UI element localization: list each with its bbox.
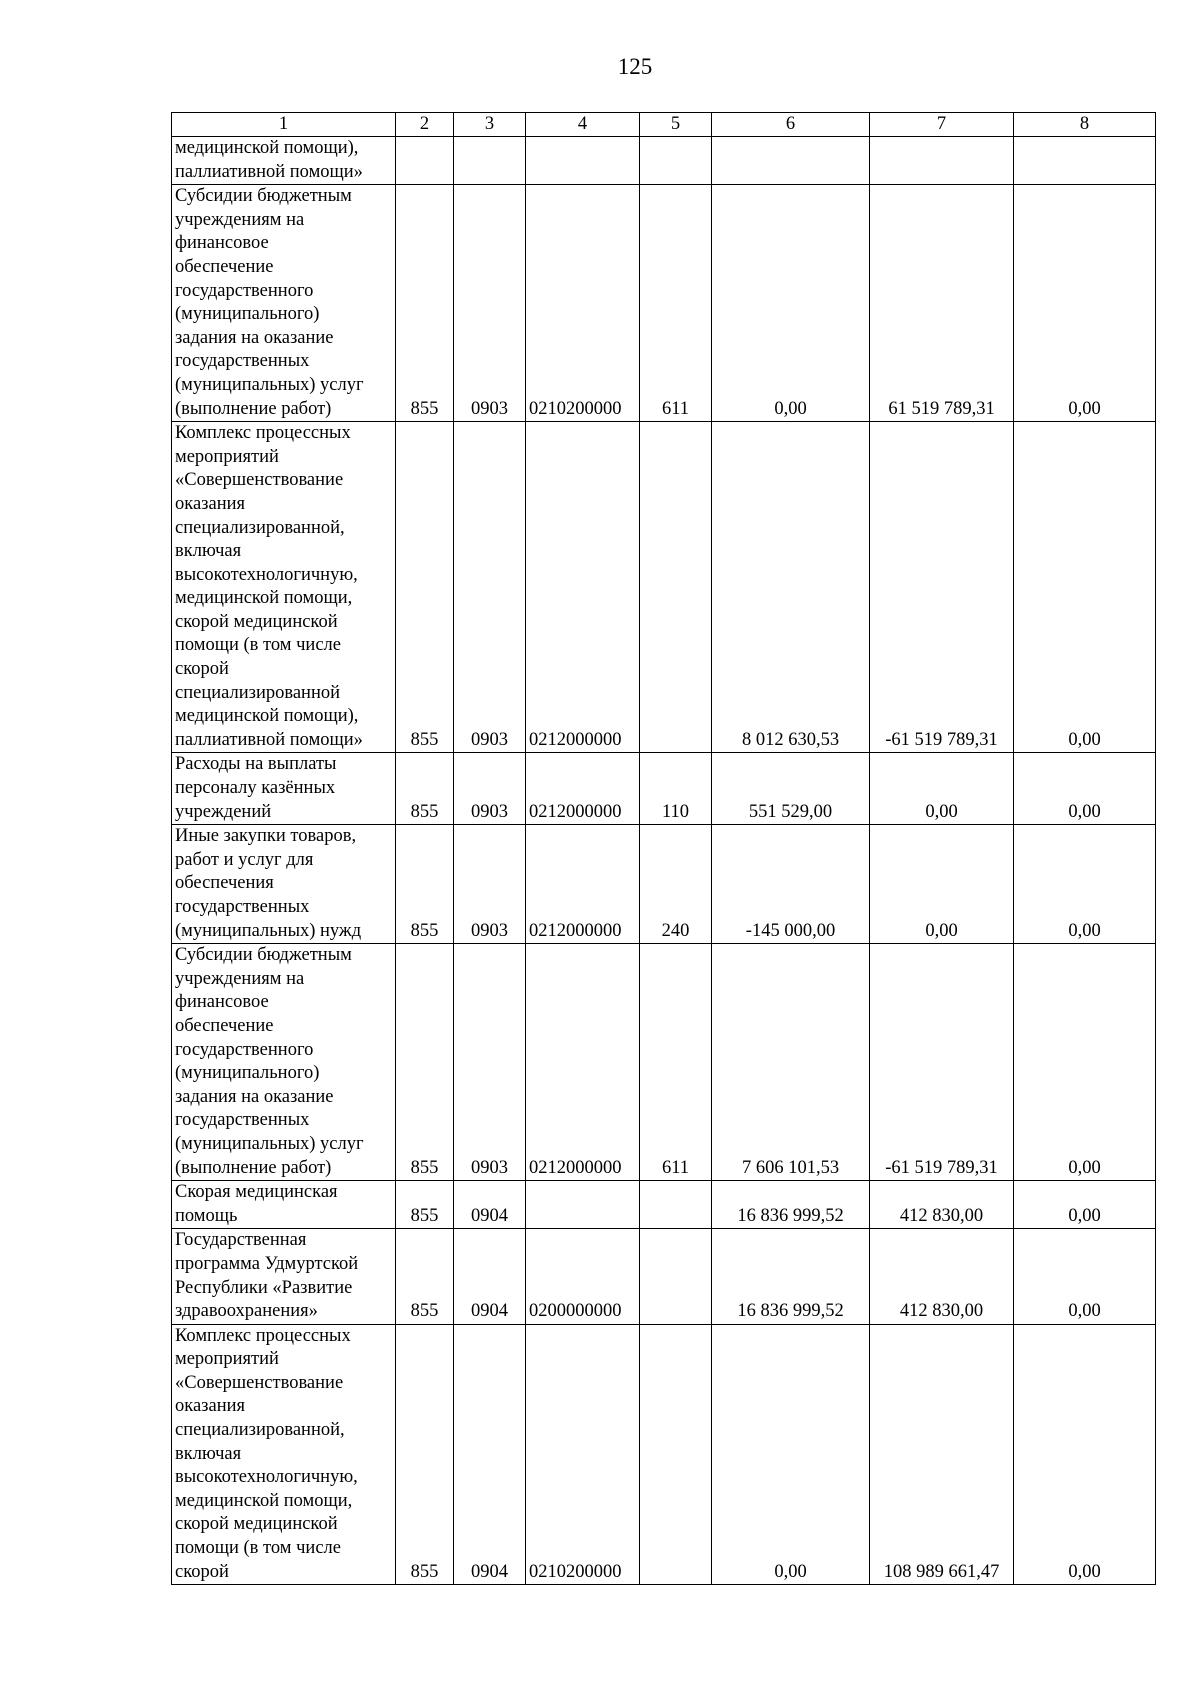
- row-description: медицинской помощи), паллиативной помощи»: [172, 137, 396, 185]
- cell-amount-col6: 16 836 999,52: [712, 1229, 870, 1324]
- cell-amount-col7: [870, 137, 1014, 185]
- cell-amount-col8: 0,00: [1014, 1324, 1156, 1585]
- row-description: Скорая медицинская помощь: [172, 1181, 396, 1229]
- cell-expense-type: 240: [640, 825, 712, 944]
- cell-amount-col7: 0,00: [870, 753, 1014, 825]
- cell-amount-col7: -61 519 789,31: [870, 944, 1014, 1181]
- cell-target-article: 0212000000: [526, 422, 640, 753]
- row-description: Субсидии бюджетным учреждениям на финансовое обеспечение государственного (муниципального) задания на оказание государственных (муниципальных) услуг (выполнение работ): [172, 944, 396, 1181]
- cell-section-code: 0903: [454, 185, 526, 422]
- cell-ministry-code: 855: [396, 1229, 454, 1324]
- cell-target-article: 0212000000: [526, 825, 640, 944]
- cell-target-article: 0200000000: [526, 1229, 640, 1324]
- cell-expense-type: 110: [640, 753, 712, 825]
- row-description: Комплекс процессных мероприятий «Совершенствование оказания специализированной, включая высокотехнологичную, медицинской помощи, скорой медицинской помощи (в том числе скорой: [172, 1324, 396, 1585]
- cell-amount-col6: 16 836 999,52: [712, 1181, 870, 1229]
- table-row: [172, 944, 1156, 1181]
- cell-expense-type: [640, 422, 712, 753]
- row-description: Расходы на выплаты персоналу казённых учреждений: [172, 753, 396, 825]
- cell-amount-col8: 0,00: [1014, 753, 1156, 825]
- column-header: 6: [712, 113, 870, 137]
- table-row: [172, 137, 1156, 185]
- table-row: [172, 1324, 1156, 1585]
- table-row: [172, 185, 1156, 422]
- row-description: Субсидии бюджетным учреждениям на финансовое обеспечение государственного (муниципального) задания на оказание государственных (муниципальных) услуг (выполнение работ): [172, 185, 396, 422]
- budget-table: [171, 112, 1156, 1585]
- cell-amount-col7: 412 830,00: [870, 1181, 1014, 1229]
- cell-expense-type: 611: [640, 185, 712, 422]
- cell-section-code: 0903: [454, 825, 526, 944]
- cell-amount-col6: 8 012 630,53: [712, 422, 870, 753]
- cell-section-code: 0904: [454, 1229, 526, 1324]
- table-row: [172, 753, 1156, 825]
- cell-amount-col8: 0,00: [1014, 1181, 1156, 1229]
- cell-section-code: 0903: [454, 422, 526, 753]
- cell-amount-col7: 108 989 661,47: [870, 1324, 1014, 1585]
- cell-amount-col7: -61 519 789,31: [870, 422, 1014, 753]
- cell-section-code: 0903: [454, 753, 526, 825]
- cell-amount-col6: 551 529,00: [712, 753, 870, 825]
- cell-amount-col7: 412 830,00: [870, 1229, 1014, 1324]
- cell-amount-col8: [1014, 137, 1156, 185]
- cell-amount-col6: 7 606 101,53: [712, 944, 870, 1181]
- row-description: Комплекс процессных мероприятий «Совершенствование оказания специализированной, включая высокотехнологичную, медицинской помощи, скорой медицинской помощи (в том числе скорой специализированной медицинской помощи), паллиативной помощи»: [172, 422, 396, 753]
- cell-expense-type: [640, 1324, 712, 1585]
- header-row: [172, 113, 1156, 137]
- column-header: 4: [526, 113, 640, 137]
- cell-target-article: [526, 137, 640, 185]
- column-header: 1: [172, 113, 396, 137]
- cell-amount-col6: [712, 137, 870, 185]
- column-header: 8: [1014, 113, 1156, 137]
- cell-section-code: 0904: [454, 1324, 526, 1585]
- cell-expense-type: [640, 1229, 712, 1324]
- cell-ministry-code: 855: [396, 1181, 454, 1229]
- table-row: [172, 422, 1156, 753]
- cell-expense-type: 611: [640, 944, 712, 1181]
- row-description: Иные закупки товаров, работ и услуг для обеспечения государственных (муниципальных) нужд: [172, 825, 396, 944]
- cell-ministry-code: 855: [396, 1324, 454, 1585]
- column-header: 3: [454, 113, 526, 137]
- cell-target-article: 0212000000: [526, 753, 640, 825]
- cell-amount-col8: 0,00: [1014, 944, 1156, 1181]
- cell-amount-col6: 0,00: [712, 1324, 870, 1585]
- cell-amount-col8: 0,00: [1014, 825, 1156, 944]
- cell-expense-type: [640, 137, 712, 185]
- cell-section-code: [454, 137, 526, 185]
- cell-expense-type: [640, 1181, 712, 1229]
- cell-amount-col6: -145 000,00: [712, 825, 870, 944]
- cell-section-code: 0903: [454, 944, 526, 1181]
- cell-amount-col7: 61 519 789,31: [870, 185, 1014, 422]
- table-row: [172, 1229, 1156, 1324]
- cell-ministry-code: 855: [396, 422, 454, 753]
- cell-section-code: 0904: [454, 1181, 526, 1229]
- cell-target-article: 0210200000: [526, 185, 640, 422]
- table-row: [172, 1181, 1156, 1229]
- cell-ministry-code: 855: [396, 825, 454, 944]
- cell-amount-col8: 0,00: [1014, 422, 1156, 753]
- cell-amount-col6: 0,00: [712, 185, 870, 422]
- cell-amount-col7: 0,00: [870, 825, 1014, 944]
- cell-target-article: [526, 1181, 640, 1229]
- column-header: 7: [870, 113, 1014, 137]
- column-header: 5: [640, 113, 712, 137]
- row-description: Государственная программа Удмуртской Республики «Развитие здравоохранения»: [172, 1229, 396, 1324]
- cell-ministry-code: 855: [396, 753, 454, 825]
- cell-target-article: 0210200000: [526, 1324, 640, 1585]
- column-header: 2: [396, 113, 454, 137]
- page-number: 125: [617, 54, 653, 79]
- cell-ministry-code: 855: [396, 185, 454, 422]
- cell-target-article: 0212000000: [526, 944, 640, 1181]
- cell-ministry-code: [396, 137, 454, 185]
- cell-amount-col8: 0,00: [1014, 1229, 1156, 1324]
- table-row: [172, 825, 1156, 944]
- cell-amount-col8: 0,00: [1014, 185, 1156, 422]
- cell-ministry-code: 855: [396, 944, 454, 1181]
